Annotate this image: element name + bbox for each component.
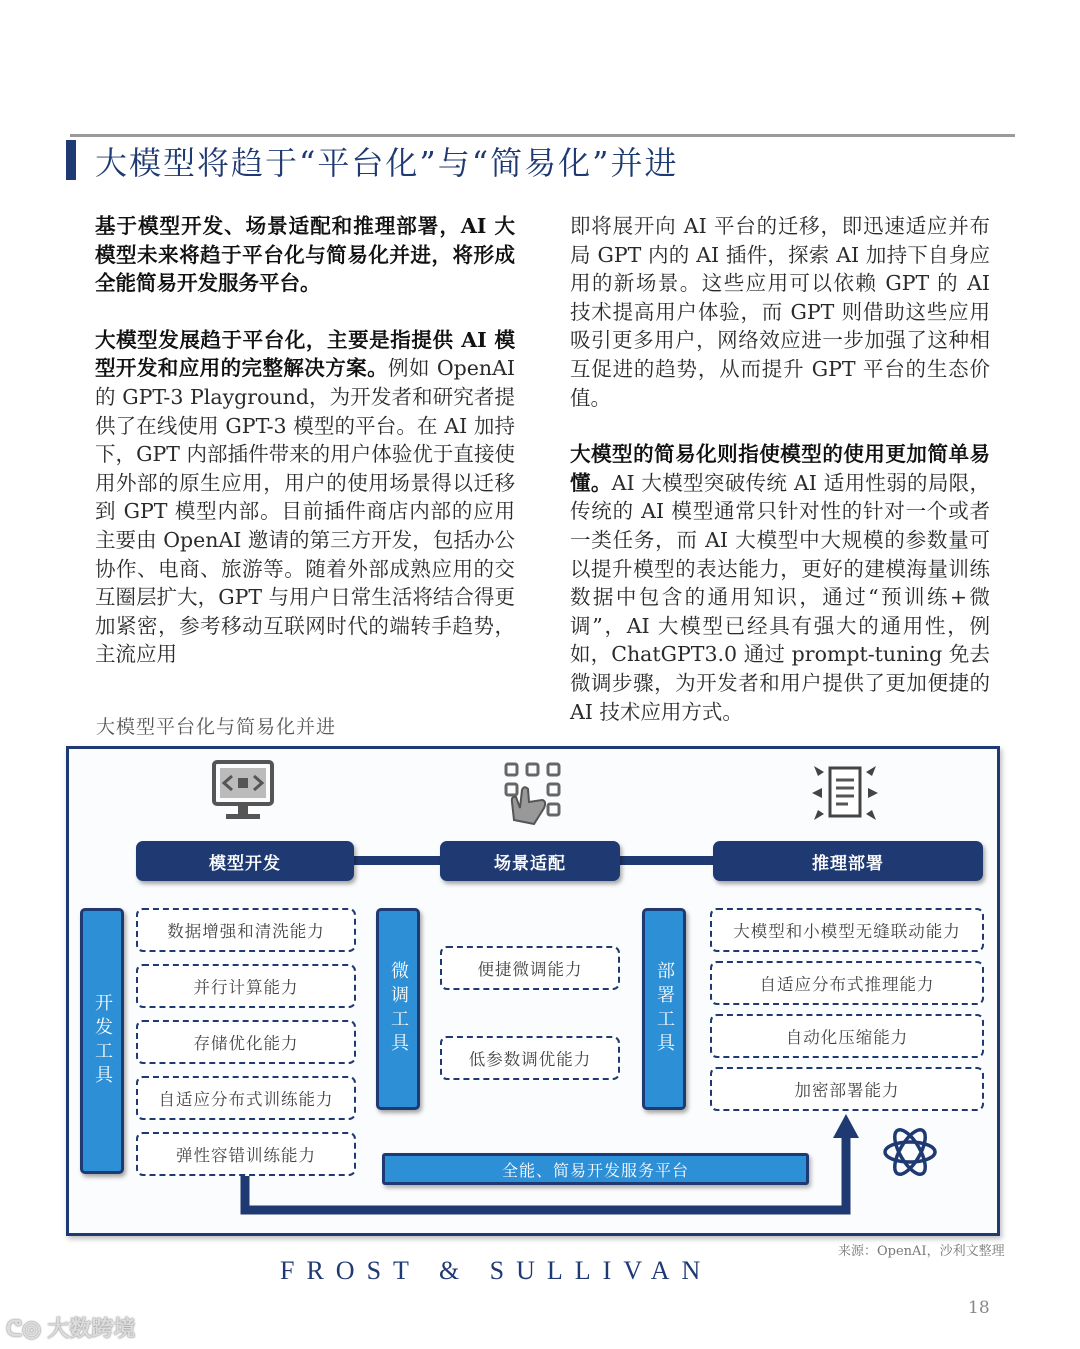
- figure-caption: 大模型平台化与简易化并进: [96, 716, 337, 738]
- header-rule: [70, 134, 1015, 137]
- simplification-lead: 大模型的简易化则指使模型的使用更加简单易懂。: [570, 442, 990, 495]
- touch-grid-icon: [498, 758, 568, 828]
- simplification-body: AI 大模型突破传统 AI 适用性弱的局限，传统的 AI 模型通常只针对性的针对一个或者一类任务，而 AI 大模型中大规模的参数量可以提升模型的表达能力，更好的建模海量训练数据中包含的通用知识，通过“预训练+微调”，AI 大模型已经具有强大的通用性，例如，ChatGPT3.0 通过 prompt-tuning 免去微调步骤，为开发者和用户提供了更加便捷的 AI 技术应用方式。: [570, 470, 991, 724]
- intro-bold-text: 基于模型开发、场景适配和推理部署，AI 大模型未来将趋于平台化与简易化并进，将形成全能简易开发服务平台。: [95, 214, 515, 296]
- platform-paragraph: [95, 326, 515, 669]
- document-arrows-icon: [810, 758, 880, 828]
- left-column: [95, 212, 515, 669]
- atom-icon: [882, 1122, 938, 1182]
- deploy-item-2: 自适应分布式推理能力: [710, 961, 984, 1005]
- dev-item-2: 并行计算能力: [136, 964, 356, 1008]
- finetune-tools-label: 微调工具: [388, 961, 409, 1057]
- brand-logo: FROST & SULLIVAN: [280, 1256, 713, 1285]
- platform-bar: 全能、简易开发服务平台: [382, 1153, 809, 1185]
- dev-item-5: 弹性容错训练能力: [136, 1132, 356, 1176]
- platform-body: 例如 OpenAI 的 GPT-3 Playground，为开发者和研究者提供了在线使用 GPT-3 模型的平台。在 AI 加持下，GPT 内部插件带来的用户体验优于直接使用外部的原生应用，用户的使用场景得以迁移到 GPT 模型内部。目前插件商店内部的应用主要由 OpenAI 邀请的第三方开发，包括办公协作、电商、旅游等。随着外部成熟应用的交互圈层扩大，GPT 与用户日常生活将结合得更加紧密，参考移动互联网时代的端转手趋势，主流应用: [95, 356, 516, 667]
- deploy-tools-bar: [642, 908, 686, 1110]
- monitor-code-icon: [208, 756, 278, 826]
- source-note: 来源：OpenAI，沙利文整理: [838, 1244, 1005, 1259]
- stage-model-dev: 模型开发: [136, 841, 354, 881]
- deploy-tools-label: 部署工具: [654, 961, 675, 1057]
- watermark-icon: ᕦ◎: [6, 1316, 48, 1341]
- stage-connector-1: [340, 856, 450, 865]
- dev-tools-bar: [80, 908, 124, 1174]
- platform-lead: 大模型发展趋于平台化，主要是指提供 AI 模型开发和应用的完整解决方案。: [95, 327, 515, 381]
- dev-item-1: 数据增强和清洗能力: [136, 908, 356, 952]
- watermark-text: 大数跨境: [47, 1316, 136, 1341]
- right-column: [570, 212, 990, 726]
- simplification-paragraph: [570, 440, 990, 726]
- deploy-item-1: 大模型和小模型无缝联动能力: [710, 908, 984, 952]
- stage-connector-2: [610, 856, 725, 865]
- migration-body: 即将展开向 AI 平台的迁移，即迅速适应并布局 GPT 内的 AI 插件，探索 AI 加持下自身应用的新场景。这些应用可以依赖 GPT 的 AI 技术提高用户体验，而 GPT 则借助这些应用吸引更多用户，网络效应进一步加强了这种相互促进的趋势，从而提升 GPT 平台的生态价值。: [570, 214, 990, 410]
- dev-item-4: 自适应分布式训练能力: [136, 1076, 356, 1120]
- finetune-item-2: 低参数调优能力: [440, 1036, 620, 1080]
- deploy-item-4: 加密部署能力: [710, 1067, 984, 1111]
- dev-tools-label: 开发工具: [92, 993, 113, 1089]
- page-title: 大模型将趋于“平台化”与“简易化”并进: [95, 144, 679, 182]
- intro-paragraph: [95, 212, 515, 298]
- stage-scenario-adapt: 场景适配: [440, 841, 620, 881]
- migration-paragraph: [570, 212, 990, 412]
- finetune-tools-bar: [376, 908, 420, 1110]
- dev-item-3: 存储优化能力: [136, 1020, 356, 1064]
- watermark: [6, 1312, 135, 1343]
- page-number: 18: [968, 1298, 990, 1318]
- stage-inference-deploy: 推理部署: [713, 841, 983, 881]
- finetune-item-1: 便捷微调能力: [440, 946, 620, 990]
- deploy-item-3: 自动化压缩能力: [710, 1014, 984, 1058]
- header-accent-bar: [66, 140, 76, 180]
